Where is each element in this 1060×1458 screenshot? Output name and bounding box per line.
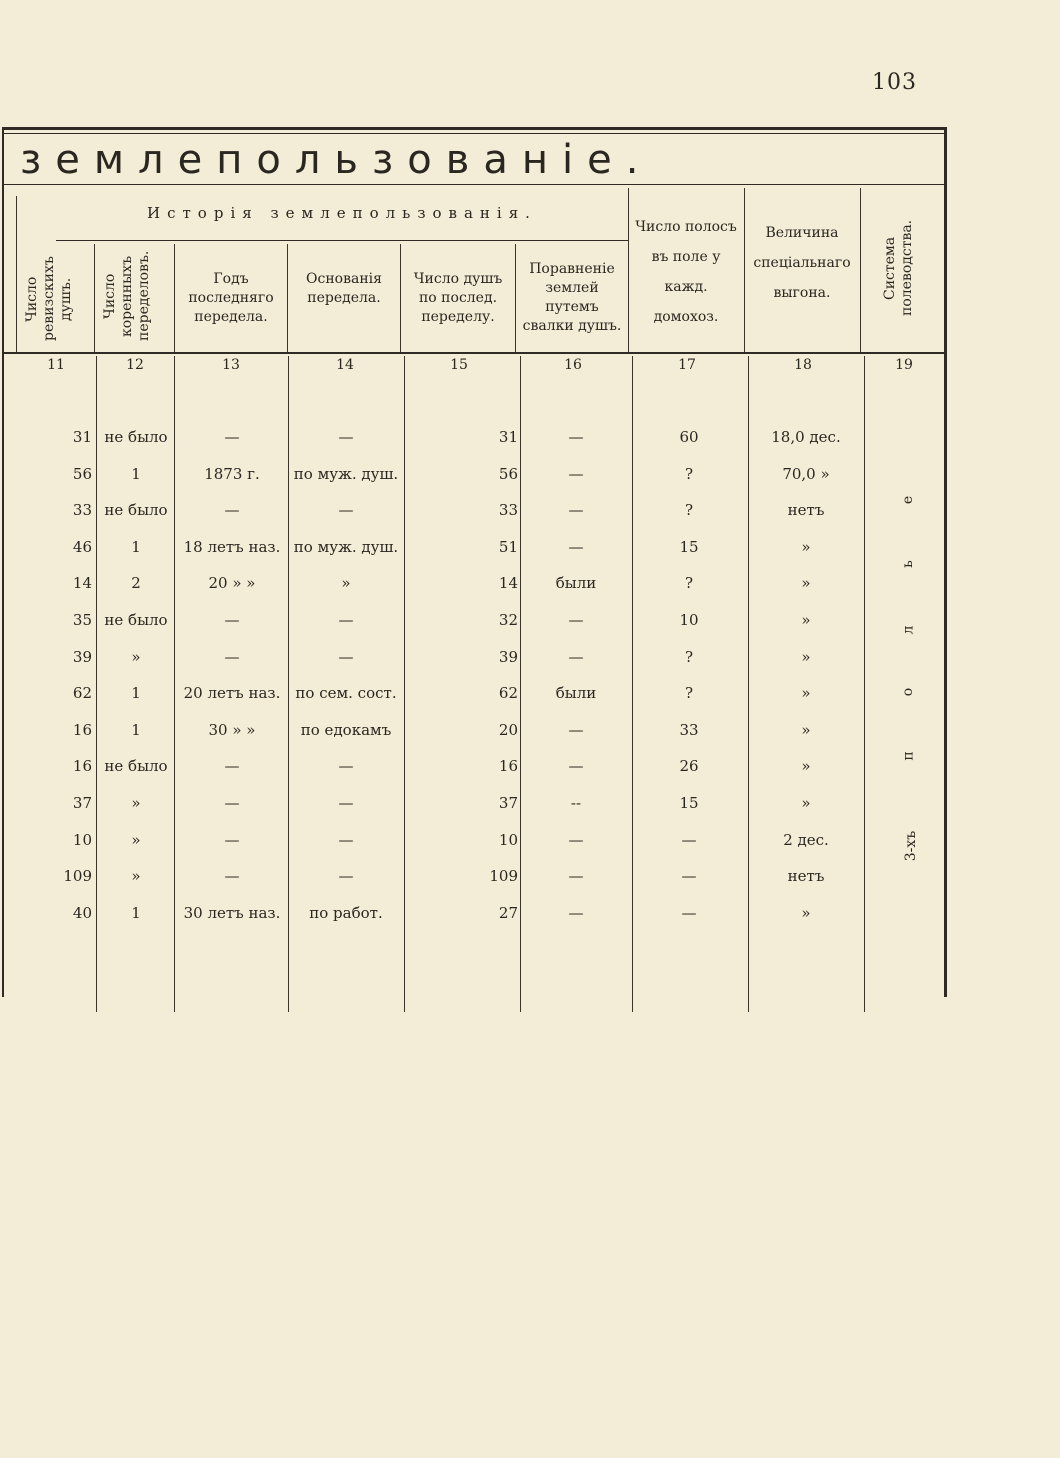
header-c16: Поравненіе землей путемъ свалки душъ. xyxy=(522,261,622,334)
column-number: 17 xyxy=(678,357,696,373)
header-c13: Годъ последняго передела. xyxy=(188,271,274,325)
table-cell: 70,0 » xyxy=(782,464,830,483)
table-cell: 109 xyxy=(489,867,518,886)
table-cell: — xyxy=(224,611,240,629)
body-divider xyxy=(864,356,865,1012)
table-cell: » xyxy=(131,830,141,849)
body-divider xyxy=(288,356,289,1012)
table-cell: ? xyxy=(684,684,694,703)
table-cell: — xyxy=(224,428,240,446)
table-cell: — xyxy=(338,647,354,666)
table-cell: 1 xyxy=(131,464,141,483)
table-cell: 1 xyxy=(131,903,141,922)
page-number: 103 xyxy=(872,70,917,95)
table-cell: — xyxy=(568,720,584,739)
body-divider xyxy=(404,356,405,1012)
table-cell: — xyxy=(568,464,584,483)
table-cell: — xyxy=(568,611,584,629)
column-19-letter: о xyxy=(900,687,917,697)
table-cell: 20 xyxy=(498,720,518,739)
column-number: 12 xyxy=(126,357,144,373)
table-cell: ? xyxy=(684,574,694,593)
table-cell: 31 xyxy=(72,428,92,446)
title-rule xyxy=(2,184,944,185)
table-cell: — xyxy=(568,903,584,922)
table-cell: — xyxy=(681,830,697,849)
table-cell: » xyxy=(801,684,811,703)
table-cell: » xyxy=(131,867,141,886)
table-cell: 33 xyxy=(679,720,699,739)
table-cell: 30 » » xyxy=(208,720,256,739)
table-cell: 51 xyxy=(498,537,518,556)
table-cell: не было xyxy=(104,428,168,446)
column-number: 19 xyxy=(895,357,913,373)
header-c12: Число коренныхъ переделовъ. xyxy=(102,250,152,342)
group-title: Исторія землепользованія. xyxy=(147,204,537,222)
top-rule xyxy=(2,127,944,130)
table-cell: 18,0 дес. xyxy=(771,428,841,446)
table-cell: 37 xyxy=(72,794,92,812)
header-c15: Число душъ по послед. переделу. xyxy=(413,271,503,325)
table-cell: ? xyxy=(684,464,694,483)
table-cell: 10 xyxy=(498,830,518,849)
table-cell: по работ. xyxy=(309,903,383,922)
table-cell: по муж. душ. xyxy=(293,537,399,556)
table-cell: 1 xyxy=(131,720,141,739)
table-cell: — xyxy=(568,501,584,520)
table-cell: — xyxy=(338,867,354,886)
table-cell: 109 xyxy=(63,867,92,886)
history-rule xyxy=(56,240,628,241)
table-cell: » xyxy=(801,537,811,556)
table-cell: — xyxy=(338,501,354,520)
header-divider xyxy=(515,244,516,352)
header-c11: Число ревизскихъ душъ. xyxy=(24,256,74,342)
table-cell: — xyxy=(224,647,240,666)
table-cell: 56 xyxy=(498,464,518,483)
body-divider xyxy=(520,356,521,1012)
table-cell: — xyxy=(338,830,354,849)
table-cell: 2 xyxy=(131,574,141,593)
table-cell: 40 xyxy=(72,903,92,922)
table-cell: ? xyxy=(684,501,694,520)
column-19-letter: е xyxy=(900,495,917,505)
table-cell: 37 xyxy=(498,794,518,812)
header-divider xyxy=(628,188,629,352)
table-cell: — xyxy=(224,757,240,776)
table-cell: » xyxy=(801,903,811,922)
table-cell: — xyxy=(338,794,354,812)
table-cell: 32 xyxy=(498,611,518,629)
table-cell: — xyxy=(224,794,240,812)
table-cell: не было xyxy=(104,611,168,629)
table-cell: 60 xyxy=(679,428,699,446)
table-cell: 62 xyxy=(72,684,92,703)
table-cell: не было xyxy=(104,501,168,520)
table-cell: 20 » » xyxy=(208,574,256,593)
table-cell: 26 xyxy=(679,757,699,776)
table-cell: 35 xyxy=(72,611,92,629)
column-19-letter: л xyxy=(900,625,917,635)
header-rule xyxy=(2,352,944,354)
table-cell: 15 xyxy=(679,537,699,556)
table-cell: — xyxy=(681,903,697,922)
table-cell: » xyxy=(801,794,811,812)
table-cell: 27 xyxy=(498,903,518,922)
table-cell: 1873 г. xyxy=(204,464,260,483)
table-cell: — xyxy=(224,830,240,849)
table-cell: 46 xyxy=(72,537,92,556)
table-cell: — xyxy=(338,757,354,776)
table-cell: 30 летъ наз. xyxy=(183,903,281,922)
header-divider xyxy=(287,244,288,352)
table-cell: 18 летъ наз. xyxy=(183,537,281,556)
header-divider xyxy=(174,244,175,352)
table-cell: — xyxy=(568,647,584,666)
left-rule xyxy=(2,127,4,997)
column-19-letter: ь xyxy=(899,560,916,568)
column-number: 15 xyxy=(450,357,468,373)
table-cell: 1 xyxy=(131,537,141,556)
header-c19: Система полеводства. xyxy=(882,219,915,317)
table-cell: 15 xyxy=(679,794,699,812)
header-c18: Величина спеціальнаго выгона. xyxy=(753,225,851,301)
column-number: 18 xyxy=(794,357,812,373)
column-number: 14 xyxy=(336,357,354,373)
table-cell: 33 xyxy=(72,501,92,520)
table-cell: — xyxy=(338,428,354,446)
right-rule xyxy=(944,127,947,997)
table-cell: — xyxy=(568,867,584,886)
table-cell: » xyxy=(801,574,811,593)
section-title: землепользованіе. xyxy=(20,137,653,183)
table-cell: были xyxy=(555,684,597,703)
header-c14: Основанія передела. xyxy=(306,271,382,306)
table-cell: 14 xyxy=(498,574,518,593)
table-cell: 39 xyxy=(498,647,518,666)
table-cell: » xyxy=(801,757,811,776)
column-19-bottom: 3-хъ xyxy=(903,830,920,862)
table-cell: 33 xyxy=(498,501,518,520)
table-cell: 1 xyxy=(131,684,141,703)
header-divider xyxy=(744,188,745,352)
header-divider xyxy=(860,188,861,352)
column-19-letter: п xyxy=(900,751,917,761)
table-cell: 10 xyxy=(72,830,92,849)
table-cell: — xyxy=(224,501,240,520)
header-divider xyxy=(94,244,95,352)
table-cell: нетъ xyxy=(787,501,825,520)
table-cell: — xyxy=(338,611,354,629)
table-cell: — xyxy=(568,830,584,849)
body-divider xyxy=(748,356,749,1012)
table-cell: -- xyxy=(570,794,582,812)
column-number: 11 xyxy=(47,357,65,373)
table-cell: 10 xyxy=(679,611,699,629)
table-cell: были xyxy=(555,574,597,593)
table-cell: » xyxy=(341,574,351,593)
table-cell: не было xyxy=(104,757,168,776)
table-cell: 20 летъ наз. xyxy=(183,684,281,703)
table-cell: — xyxy=(568,537,584,556)
table-cell: по едокамъ xyxy=(300,720,392,739)
table-cell: 16 xyxy=(72,757,92,776)
body-divider xyxy=(632,356,633,1012)
body-divider xyxy=(96,356,97,1012)
table-cell: 16 xyxy=(72,720,92,739)
table-cell: 56 xyxy=(72,464,92,483)
column-number: 13 xyxy=(222,357,240,373)
table-cell: — xyxy=(568,757,584,776)
table-cell: по сем. сост. xyxy=(295,684,397,703)
column-number: 16 xyxy=(564,357,582,373)
table-cell: » xyxy=(801,611,811,629)
table-cell: » xyxy=(131,794,141,812)
table-cell: » xyxy=(131,647,141,666)
header-divider xyxy=(16,196,17,352)
body-divider xyxy=(174,356,175,1012)
table-cell: » xyxy=(801,720,811,739)
table-cell: 16 xyxy=(498,757,518,776)
table-cell: ? xyxy=(684,647,694,666)
table-cell: 2 дес. xyxy=(783,830,829,849)
table-cell: 31 xyxy=(498,428,518,446)
table-cell: 14 xyxy=(72,574,92,593)
header-c17: Число полосъ въ поле у кажд. домохоз. xyxy=(635,219,737,325)
table-cell: — xyxy=(568,428,584,446)
table-cell: — xyxy=(681,867,697,886)
table-cell: 62 xyxy=(498,684,518,703)
table-cell: — xyxy=(224,867,240,886)
table-cell: 39 xyxy=(72,647,92,666)
table-cell: нетъ xyxy=(787,867,825,886)
table-cell: » xyxy=(801,647,811,666)
table-cell: по муж. душ. xyxy=(293,464,399,483)
top-rule-thin xyxy=(2,133,944,134)
header-divider xyxy=(400,244,401,352)
